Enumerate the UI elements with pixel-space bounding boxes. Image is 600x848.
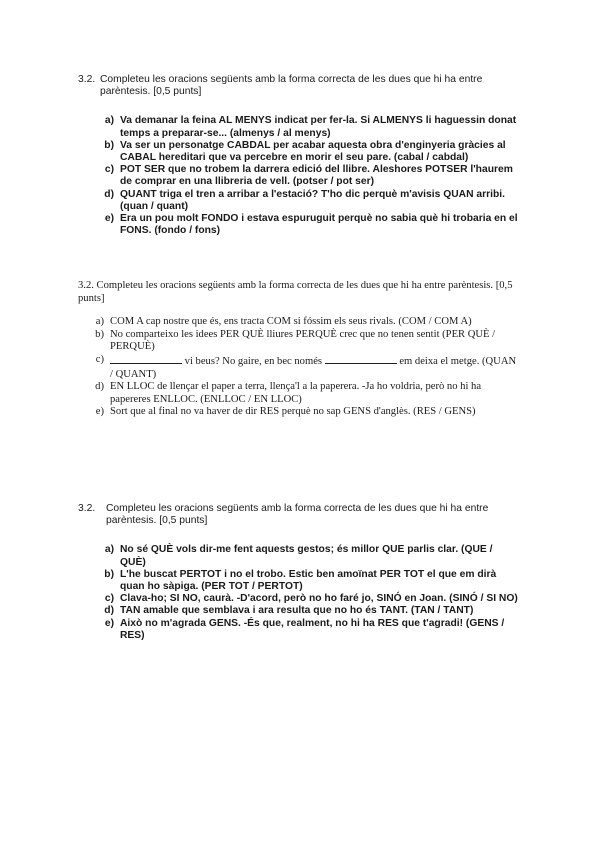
blank-line xyxy=(110,354,182,364)
list-item: a) No sé QUÈ vols dir-me fent aquests gestos; és millor QUE parlis clar. (QUE / QUÈ) xyxy=(104,544,493,568)
exercise-heading xyxy=(78,503,518,527)
exercise-block-1 xyxy=(78,74,518,237)
answer-list xyxy=(98,115,518,237)
list-item: d) TAN amable que semblava i ara resulta que no ho és TANT. (TAN / TANT) xyxy=(104,605,474,617)
list-item: b) No comparteixo les idees PER QUÈ lliures PERQUÈ crec que no tenen sentit (PER QUÈ / PERQUÈ) xyxy=(95,328,496,353)
answer-list xyxy=(88,316,518,419)
exercise-instruction: Completeu les oracions següents amb la forma correcta de les dues que hi ha entre parèntesis. [0,5 punts] xyxy=(78,280,513,304)
list-item: a) Va demanar la feina AL MENYS indicat per fer-la. Si ALMENYS li haguessin donat temps a preparar-se... (almenys / al menys) xyxy=(104,115,517,139)
list-item: d) EN LLOC de llençar el paper a terra, llença'l a la paperera. -Ja ho voldria, però no hi ha papereres ENLLOC. (ENLLOC / EN LLOC) xyxy=(95,381,482,405)
list-item: a) COM A cap nostre que és, ens tracta COM si fóssim els seus rivals. (COM / COM A) xyxy=(95,316,472,328)
exercise-heading xyxy=(78,74,518,98)
exercise-instruction: Completeu les oracions següents amb la forma correcta de les dues que hi ha entre parèntesis. [0,5 punts] xyxy=(100,74,483,98)
list-item: e) Això no m'agrada GENS. -És que, realment, no hi ha RES que t'agradi! (GENS / RES) xyxy=(104,617,505,641)
answer-list xyxy=(98,544,518,642)
list-item: c) Clava-ho; SI NO, caurà. -D'acord, però no ho faré jo, SINÓ en Joan. (SINÓ / SI NO) xyxy=(104,593,518,605)
list-item: c) vi beus? No gaire, en bec només em deixa el metge. (QUAN / QUANT) xyxy=(95,353,517,380)
list-item: b) L'he buscat PERTOT i no el trobo. Estic ben amoïnat PER TOT el que em dirà quan ho sàpiga. (PER TOT / PERTOT) xyxy=(104,568,497,593)
list-item: d) QUANT triga el tren a arribar a l'estació? T'ho dic perquè m'avisis QUAN arribi. (quan / quant) xyxy=(104,188,506,212)
exercise-block-2 xyxy=(78,280,518,419)
exercise-block-3 xyxy=(78,503,518,642)
exercise-number: 3.2. xyxy=(78,503,96,514)
list-item: b) Va ser un personatge CABDAL per acabar aquesta obra d'enginyeria gràcies al CABAL hereditari que va percebre en morir el seu pare. (cabal / cabdal) xyxy=(104,139,506,164)
exercise-heading xyxy=(78,280,518,305)
exercise-number: 3.2. xyxy=(78,74,96,85)
list-item: c) POT SER que no trobem la darrera edició del llibre. Aleshores POTSER l'haurem de comprar en una llibreria de vell. (potser / pot ser) xyxy=(104,164,513,188)
list-item: e) Sort que al final no va haver de dir RES perquè no sap GENS d'anglès. (RES / GENS) xyxy=(95,406,476,418)
exercise-instruction: Completeu les oracions següents amb la forma correcta de les dues que hi ha entre parèntesis. [0,5 punts] xyxy=(106,503,489,527)
list-item: e) Era un pou molt FONDO i estava espuruguit perquè no sabia què hi trobaria en el FONS. (fondo / fons) xyxy=(104,213,518,237)
exercise-number: 3.2. xyxy=(78,280,94,291)
blank-line xyxy=(325,354,397,364)
